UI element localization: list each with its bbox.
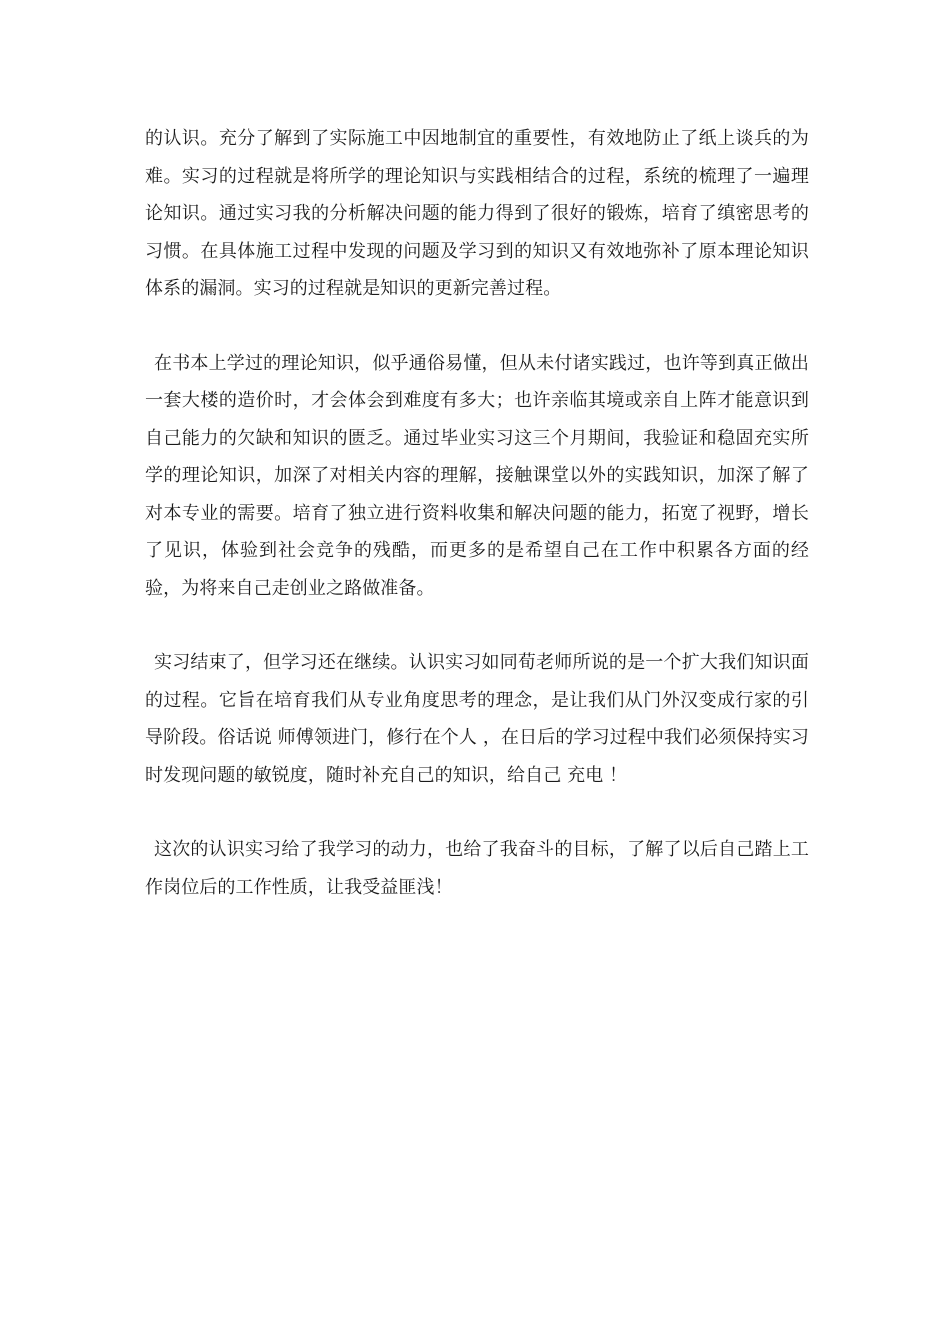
- document-body: [145, 120, 809, 943]
- paragraph-1: 的认识。充分了解到了实际施工中因地制宜的重要性，有效地防止了纸上谈兵的为难。实习的过程就是将所学的理论知识与实践相结合的过程，系统的梳理了一遍理论知识。通过实习我的分析解决问题的能力得到了很好的锻炼，培育了缜密思考的习惯。在具体施工过程中发现的问题及学习到的知识又有效地弥补了原本理论知识体系的漏洞。实习的过程就是知识的更新完善过程。: [145, 128, 809, 299]
- paragraph-3: 实习结束了，但学习还在继续。认识实习如同荀老师所说的是一个扩大我们知识面的过程。它旨在培育我们从专业角度思考的理念，是让我们从门外汉变成行家的引导阶段。俗话说 师傅领进门，修行在个人 ，在日后的学习过程中我们必须保持实习时发现问题的敏锐度，随时补充自己的知识，给自己 充电 ！: [145, 652, 809, 786]
- paragraph-4: 这次的认识实习给了我学习的动力，也给了我奋斗的目标，了解了以后自己踏上工作岗位后的工作性质，让我受益匪浅！: [145, 839, 809, 898]
- paragraph-2: 在书本上学过的理论知识，似乎通俗易懂，但从未付诸实践过，也许等到真正做出一套大楼的造价时，才会体会到难度有多大；也许亲临其境或亲自上阵才能意识到自己能力的欠缺和知识的匮乏。通过毕业实习这三个月期间，我验证和稳固充实所学的理论知识，加深了对相关内容的理解，接触课堂以外的实践知识，加深了解了对本专业的需要。培育了独立进行资料收集和解决问题的能力，拓宽了视野，增长了见识，体验到社会竞争的残酷，而更多的是希望自己在工作中积累各方面的经验，为将来自己走创业之路做准备。: [145, 352, 809, 599]
